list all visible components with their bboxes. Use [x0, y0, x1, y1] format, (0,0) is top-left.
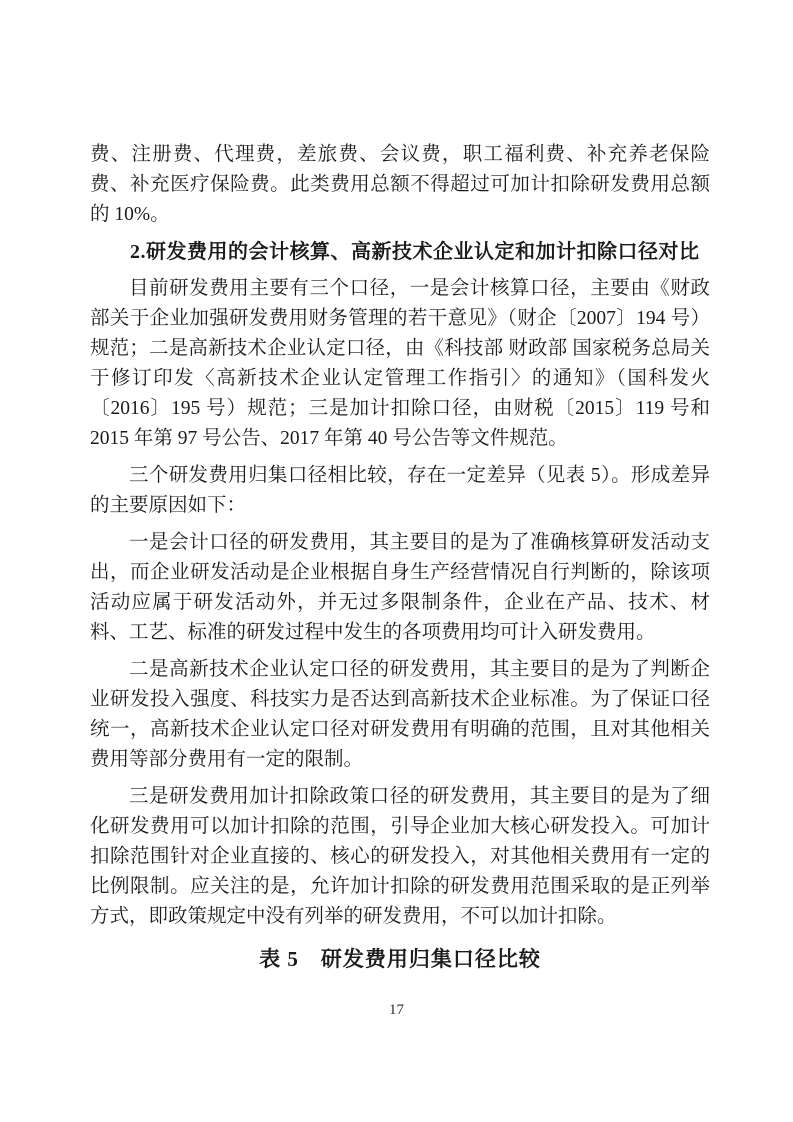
body-paragraph: 目前研发费用主要有三个口径，一是会计核算口径，主要由《财政部关于企业加强研发费用财务管理的若干意见》（财企〔2007〕194 号）规范；二是高新技术企业认定口径，由《科技部 财政部 国家税务总局关于修订印发〈高新技术企业认定管理工作指引〉的通知》（国科发火〔2016〕195 号）规范；三是加计扣除口径，由财税〔2015〕119 号和 2015 年第 97 号公告、2017 年第 40 号公告等文件规范。	[90, 278, 710, 449]
section-heading: 2.研发费用的会计核算、高新技术企业认定和加计扣除口径对比	[130, 241, 700, 263]
body-paragraph: 一是会计口径的研发费用，其主要目的是为了准确核算研发活动支出，而企业研发活动是企业根据自身生产经营情况自行判断的，除该项活动应属于研发活动外，并无过多限制条件，企业在产品、技术、材料、工艺、标准的研发过程中发生的各项费用均可计入研发费用。	[90, 532, 710, 643]
body-paragraph-continued: 费、注册费、代理费，差旅费、会议费，职工福利费、补充养老保险费、补充医疗保险费。此类费用总额不得超过可加计扣除研发费用总额的 10%。	[90, 144, 710, 225]
body-paragraph: 三个研发费用归集口径相比较，存在一定差异（见表 5）。形成差异的主要原因如下：	[90, 465, 710, 516]
page-number: 17	[389, 1002, 404, 1018]
body-paragraph: 三是研发费用加计扣除政策口径的研发费用，其主要目的是为了细化研发费用可以加计扣除的范围，引导企业加大核心研发投入。可加计扣除范围针对企业直接的、核心的研发投入，对其他相关费用有一定的比例限制。应关注的是，允许加计扣除的研发费用范围采取的是正列举方式，即政策规定中没有列举的研发费用，不可以加计扣除。	[90, 786, 710, 927]
table-caption: 表 5 研发费用归集口径比较	[259, 947, 541, 971]
page-body	[90, 140, 710, 974]
body-paragraph: 二是高新技术企业认定口径的研发费用，其主要目的是为了判断企业研发投入强度、科技实力是否达到高新技术企业标准。为了保证口径统一，高新技术企业认定口径对研发费用有明确的范围，且对其他相关费用等部分费用有一定的限制。	[90, 659, 710, 770]
